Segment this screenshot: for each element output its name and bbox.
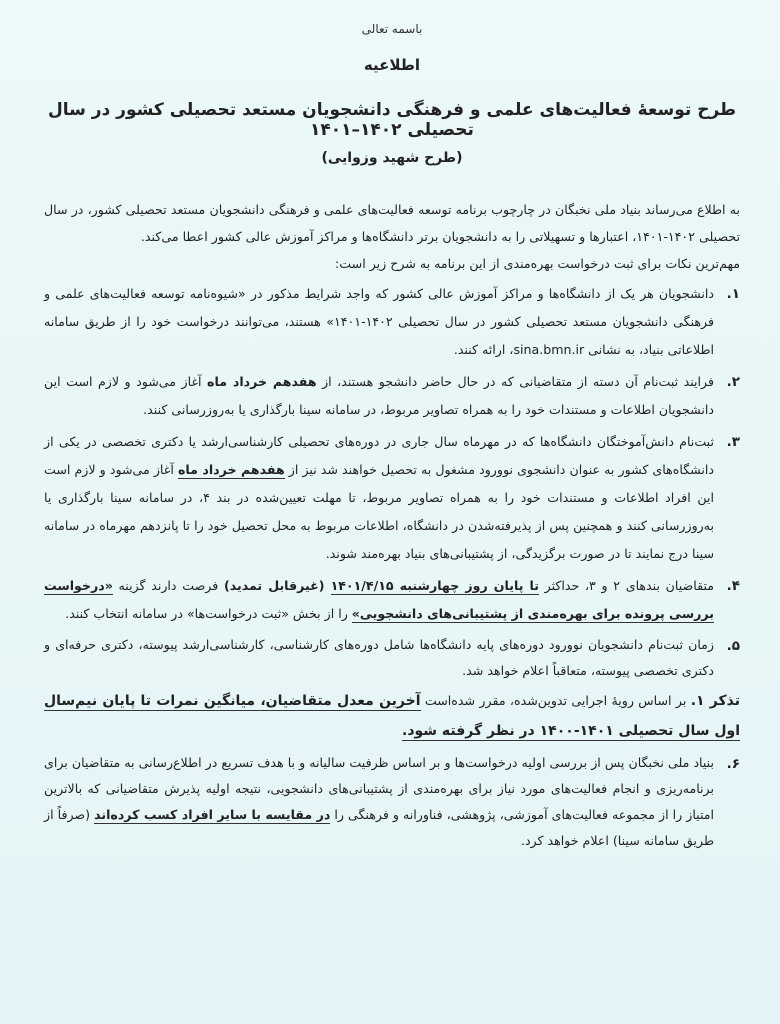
intro-paragraph: به اطلاع می‌رساند بنیاد ملی نخبگان در چارچوب برنامه توسعه فعالیت‌های علمی و فرهنگی دانشجویان مستعد تحصیلی کشور، در سال تحصیلی ۱۴۰۲-۱۴۰۱، اعتبارها و تسهیلاتی را به دانشجویان برتر دانشگاه‌ها و مراکز آموزش عالی کشور اعطا می‌کند.: [44, 202, 740, 244]
document-title: طرح توسعهٔ فعالیت‌های علمی و فرهنگی دانشجویان مستعد تحصیلی کشور در سال تحصیلی ۱۴۰۲–۱۴۰۱: [47, 100, 737, 140]
note-highlight: آخرین معدل متقاضیان، میانگین نمرات تا پایان نیم‌سال اول سال تحصیلی ۱۴۰۱-۱۴۰۰ در نظر گرفته شود.: [44, 693, 740, 739]
item-text-part: آغاز می‌شود و لازم است این افراد اطلاعات و مستندات خود را به همراه تصاویر مربوط، تا مهلت تعیین‌شده در بند ۴، در سامانه سینا بارگذاری یا به‌روزرسانی کنند و همچنین پس از پذیرفته‌شدن در دانشگاه، اطلاعات مربوط به محل تحصیل خود را تا پانزدهم مهرماه در سامانه سینا درج نمایند تا در صورت برگزیدگی، از پشتیبانی‌های بنیاد بهره‌مند شوند.: [44, 462, 714, 561]
list-item-1: [44, 280, 740, 364]
item-number: ۴.: [726, 578, 740, 594]
item-text: [44, 572, 714, 628]
announcement-heading: اطلاعیه: [363, 56, 421, 74]
list-item-6: [44, 750, 740, 854]
bismillah-heading: باسمه تعالی: [361, 22, 423, 36]
note-label: تذکر ۱.: [690, 693, 740, 709]
item-number: ۲.: [726, 374, 740, 390]
date-highlight: هفدهم خرداد ماه: [177, 462, 285, 477]
document-subtitle: (طرح شهید وزوایی): [321, 150, 463, 166]
note-text-part: بر اساس رویهٔ اجرایی تدوین‌شده، مقرر شده‌است: [420, 693, 691, 708]
date-highlight: هفدهم خرداد ماه: [207, 374, 317, 389]
item-number: ۳.: [726, 434, 740, 450]
note-1: [44, 686, 740, 746]
item-text-part: بنیاد ملی نخبگان پس از بررسی اولیه درخواست‌ها و بر اساس ظرفیت سالیانه و با هدف تسریع در اطلاع‌رسانی به متقاضیان برای برنامه‌ریزی و انجام فعالیت‌های مورد نیاز برای بهره‌مندی از پشتیبانی‌های دانشجویی، نتیجه اولیه پذیرش متقاضیانی که بالاترین امتیاز را از مجموعه فعالیت‌های آموزشی، پژوهشی، فناورانه و فرهنگی را: [44, 755, 715, 822]
list-item-4: [44, 572, 740, 628]
item-text: [44, 368, 714, 424]
item-text-part: (صرفاً از طریق سامانه سینا) اعلام خواهد کرد.: [44, 807, 714, 848]
item-number: ۱.: [726, 286, 740, 302]
item-number: ۶.: [726, 756, 740, 772]
item-number: ۵.: [726, 638, 740, 654]
non-extendable-note: (غیرقابل تمدید): [223, 578, 331, 593]
item-text: [44, 750, 714, 854]
item-text-part: فرایند ثبت‌نام آن دسته از متقاضیانی که در حال حاضر دانشجو هستند، از: [316, 374, 714, 389]
note-text: [44, 686, 740, 746]
item-text-part: آغاز می‌شود و لازم است این دانشجویان اطلاعات و مستندات خود را به همراه تصاویر مربوط، در سامانه سینا بارگذاری یا به‌روزرسانی کنند.: [44, 374, 714, 417]
item-text-part: متقاضیان بندهای ۲ و ۳، حداکثر: [538, 578, 714, 593]
item-text: زمان ثبت‌نام دانشجویان نوورود دوره‌های پایه دانشگاه‌ها شامل دوره‌های کارشناسی، کارشناسی‌ارشد پیوسته، دکتری حرفه‌ای و دکتری تخصصی پیوسته، متعاقباً اعلام خواهد شد.: [44, 637, 714, 678]
list-item-2: [44, 368, 740, 424]
item-text-part: فرصت دارند گزینه: [112, 578, 224, 593]
item-text: [44, 428, 714, 568]
lead-paragraph: مهم‌ترین نکات برای ثبت درخواست بهره‌مندی از این برنامه به شرح زیر است:: [335, 256, 740, 271]
item-text: دانشجویان هر یک از دانشگاه‌ها و مراکز آموزش عالی کشور که واجد شرایط مذکور در «شیوه‌نامه توسعه فعالیت‌های علمی و فرهنگی دانشجویان مستعد تحصیلی کشور در سال تحصیلی ۱۴۰۲-۱۴۰۱» هستند، می‌توانند درخواست خود را از طریق سامانه اطلاعاتی بنیاد، به نشانی sina.bmn.ir، ارائه کنند.: [44, 286, 714, 357]
deadline-highlight: تا پایان روز چهارشنبه ۱۴۰۱/۴/۱۵: [330, 578, 539, 593]
option-highlight: «درخواست بررسی پرونده برای بهره‌مندی از پشتیبانی‌های دانشجویی»: [44, 578, 714, 621]
item-text-part: را از بخش «ثبت درخواست‌ها» در سامانه انتخاب کنند.: [65, 606, 352, 621]
comparison-highlight: در مقایسه با سایر افراد کسب کرده‌اند: [94, 807, 331, 822]
item-text-part: ثبت‌نام دانش‌آموختگان دانشگاه‌ها که در مهرماه سال جاری در دوره‌های تحصیلی کارشناسی‌ارشد یا دکتری تخصصی در یکی از دانشگاه‌های کشور به عنوان دانشجوی نوورود مشغول به تحصیل خواهند شد نیز از: [44, 434, 714, 477]
list-item-5: [44, 632, 740, 684]
list-item-3: [44, 428, 740, 568]
